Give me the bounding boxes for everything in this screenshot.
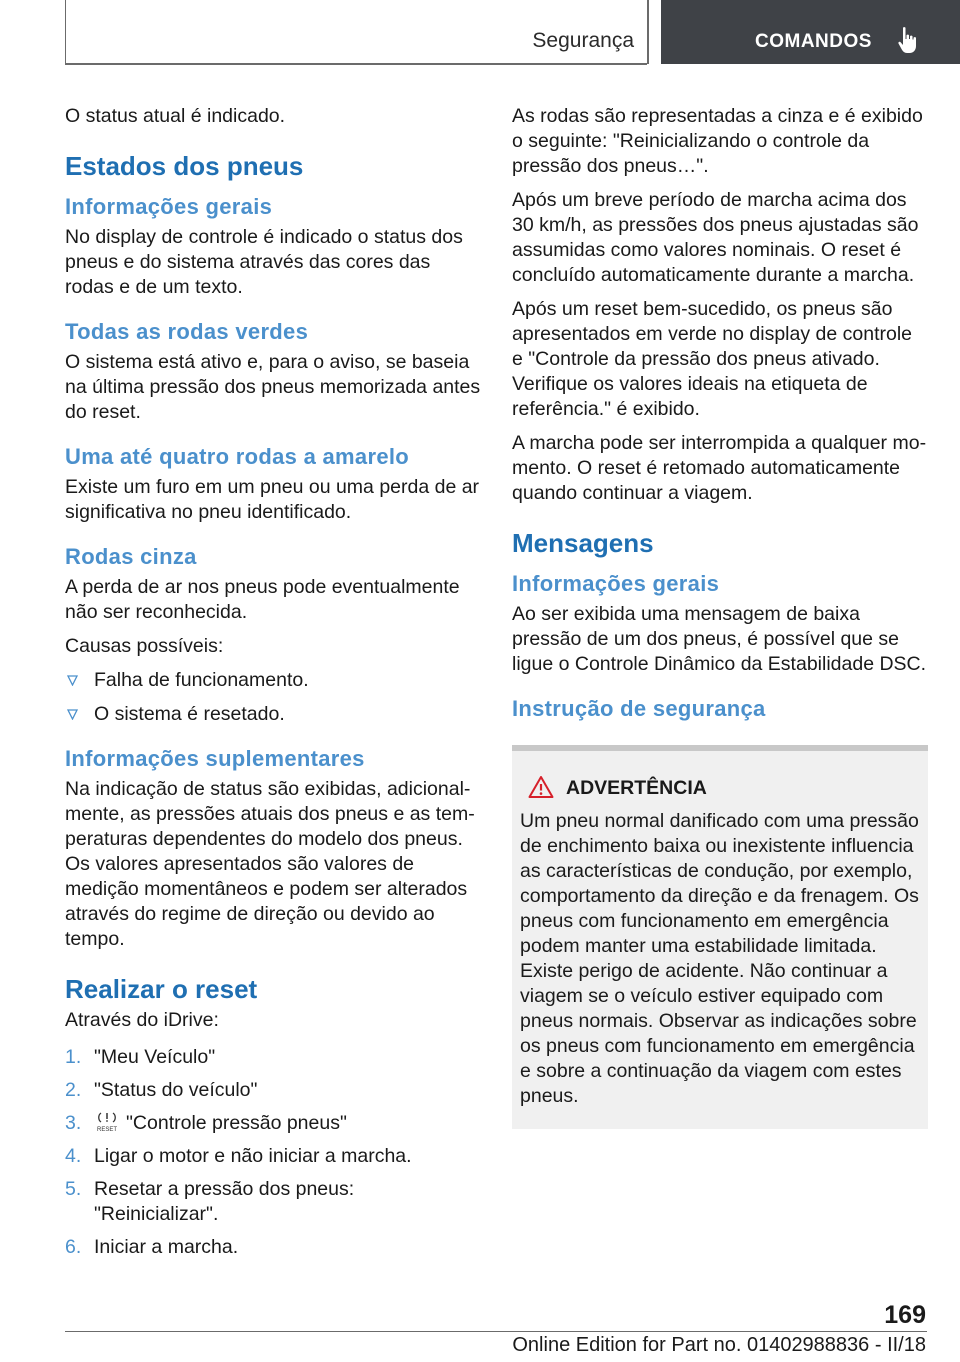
header-separator [647, 0, 649, 64]
left-column [65, 104, 481, 1268]
heading-realizar-o-reset: Realizar o reset [65, 974, 258, 1004]
chapter-tab [661, 0, 960, 64]
causas-list [65, 668, 481, 727]
warning-text: Um pneu normal danificado com uma pressão de enchimento baixa ou inexistente influencia as características de condução, por exemplo, comportamento da direção e da frenagem. Os pneus com funcionamento em emergência podem manter uma estabilidade limitada. Existe perigo de acidente. Não continuar a viagem se o veículo estiver equipado com pneus normais. Observar as indicações sobre os pneus com funcionamento em emergência e sobre a continuação da viagem com estes pneus. [520, 810, 919, 1107]
tire-reset-icon [94, 1111, 120, 1133]
heading-estados-dos-pneus: Estados dos pneus [65, 151, 304, 181]
step-text: "Controle pressão pneus" [126, 1112, 347, 1134]
suplementares-paragraph: Na indicação de status são exibidas, adicionalmente, as pressões atuais dos pneus e as temperaturas dependentes do modelo dos pneus. Os valores apresentados são valores de medição momentâneos e podem ser alterados através do regime de direção ou devido ao tempo. [65, 778, 475, 950]
step-text: "Status do veículo" [94, 1079, 258, 1101]
step-item [65, 1078, 481, 1103]
idrive-label: Através do iDrive: [65, 1009, 219, 1031]
heading-mensagens: Mensagens [512, 528, 654, 558]
step-item [65, 1235, 481, 1260]
status-paragraph: O status atual é indicado. [65, 105, 286, 127]
edition-text: Online Edition for Part no. 01402988836 - II/18 [512, 1334, 926, 1356]
header-bottom-rule [65, 63, 647, 65]
heading-informacoes-suplementares: Informações suplementares [65, 746, 365, 771]
bullet-triangle-icon [67, 709, 78, 720]
list-item-text: O sistema é resetado. [94, 703, 285, 725]
warning-title-text: ADVERTÊNCIA [566, 777, 707, 799]
causas-label: Causas possíveis: [65, 635, 224, 657]
list-item [65, 702, 481, 727]
step-text: Resetar a pressão dos pneus: "Reinicializar". [94, 1178, 355, 1225]
step-item [65, 1045, 481, 1070]
step-text: Ligar o motor e não iniciar a marcha. [94, 1145, 412, 1167]
verdes-paragraph: O sistema está ativo e, para o aviso, se baseia na última pressão dos pneus memorizada antes do reset. [65, 351, 481, 423]
heading-rodas-verdes: Todas as rodas verdes [65, 319, 309, 344]
heading-rodas-amarelo: Uma até quatro rodas a amarelo [65, 444, 410, 469]
chapter-title: COMANDOS [755, 31, 872, 52]
page-number: 169 [884, 1301, 926, 1329]
section-title: Segurança [532, 29, 634, 52]
step-number: 2. [65, 1079, 82, 1101]
step-number: 5. [65, 1178, 82, 1200]
step-number: 6. [65, 1236, 82, 1258]
warning-title [520, 775, 920, 801]
info-paragraph: No display de controle é indicado o status dos pneus e do sistema através das cores das rodas e de um texto. [65, 226, 463, 298]
step-text: Iniciar a marcha. [94, 1236, 239, 1258]
step-number: 4. [65, 1145, 82, 1167]
right-column [512, 104, 928, 1129]
reset-sucesso-paragraph: Após um reset bem-sucedido, os pneus são apresentados em verde no display de controle e "Controle da pressão dos pneus ativado. Verifique os valores ideais na etiqueta de referência." é exibido. [512, 298, 912, 420]
heading-informacoes-gerais-msg: Informações gerais [512, 571, 720, 596]
heading-instrucao-seguranca: Instrução de segurança [512, 696, 766, 721]
list-item-text: Falha de funcionamento. [94, 669, 309, 691]
heading-informacoes-gerais: Informações gerais [65, 194, 273, 219]
svg-text:RESET: RESET [96, 1127, 118, 1133]
warning-box [512, 745, 928, 1129]
step-item [65, 1177, 481, 1227]
warning-triangle-icon [528, 775, 554, 799]
footer-rule [65, 1331, 927, 1332]
cinza-paragraph: A perda de ar nos pneus pode eventualmente não ser reconhecida. [65, 576, 460, 623]
reset-steps [65, 1045, 481, 1260]
marcha-interrompida-paragraph: A marcha pode ser interrompida a qualquer momento. O reset é retomado automaticamente quando continuar a viagem. [512, 432, 927, 504]
bullet-triangle-icon [67, 675, 78, 686]
step-number: 1. [65, 1046, 82, 1068]
heading-rodas-cinza: Rodas cinza [65, 544, 197, 569]
header-left-rule [65, 0, 66, 64]
list-item [65, 668, 481, 693]
mensagens-paragraph: Ao ser exibida uma mensagem de baixa pressão de um dos pneus, é possível que se ligue o Controle Dinâmico da Estabilidade DSC. [512, 603, 927, 675]
step-text: "Meu Veículo" [94, 1046, 216, 1068]
reinicializando-paragraph: As rodas são representadas a cinza e é exibido o seguinte: "Reinicializando o controle da pressão dos pneus…". [512, 105, 923, 177]
valores-nominais-paragraph: Após um breve período de marcha acima dos 30 km/h, as pressões dos pneus ajustadas são assumidas como valores nominais. O reset é concluído automaticamente durante a marcha. [512, 189, 919, 286]
amarelo-paragraph: Existe um furo em um pneu ou uma perda de ar significativa no pneu identificado. [65, 476, 480, 523]
step-item [65, 1144, 481, 1169]
pointing-hand-icon [897, 26, 921, 54]
step-item [65, 1111, 481, 1136]
step-number: 3. [65, 1112, 82, 1134]
